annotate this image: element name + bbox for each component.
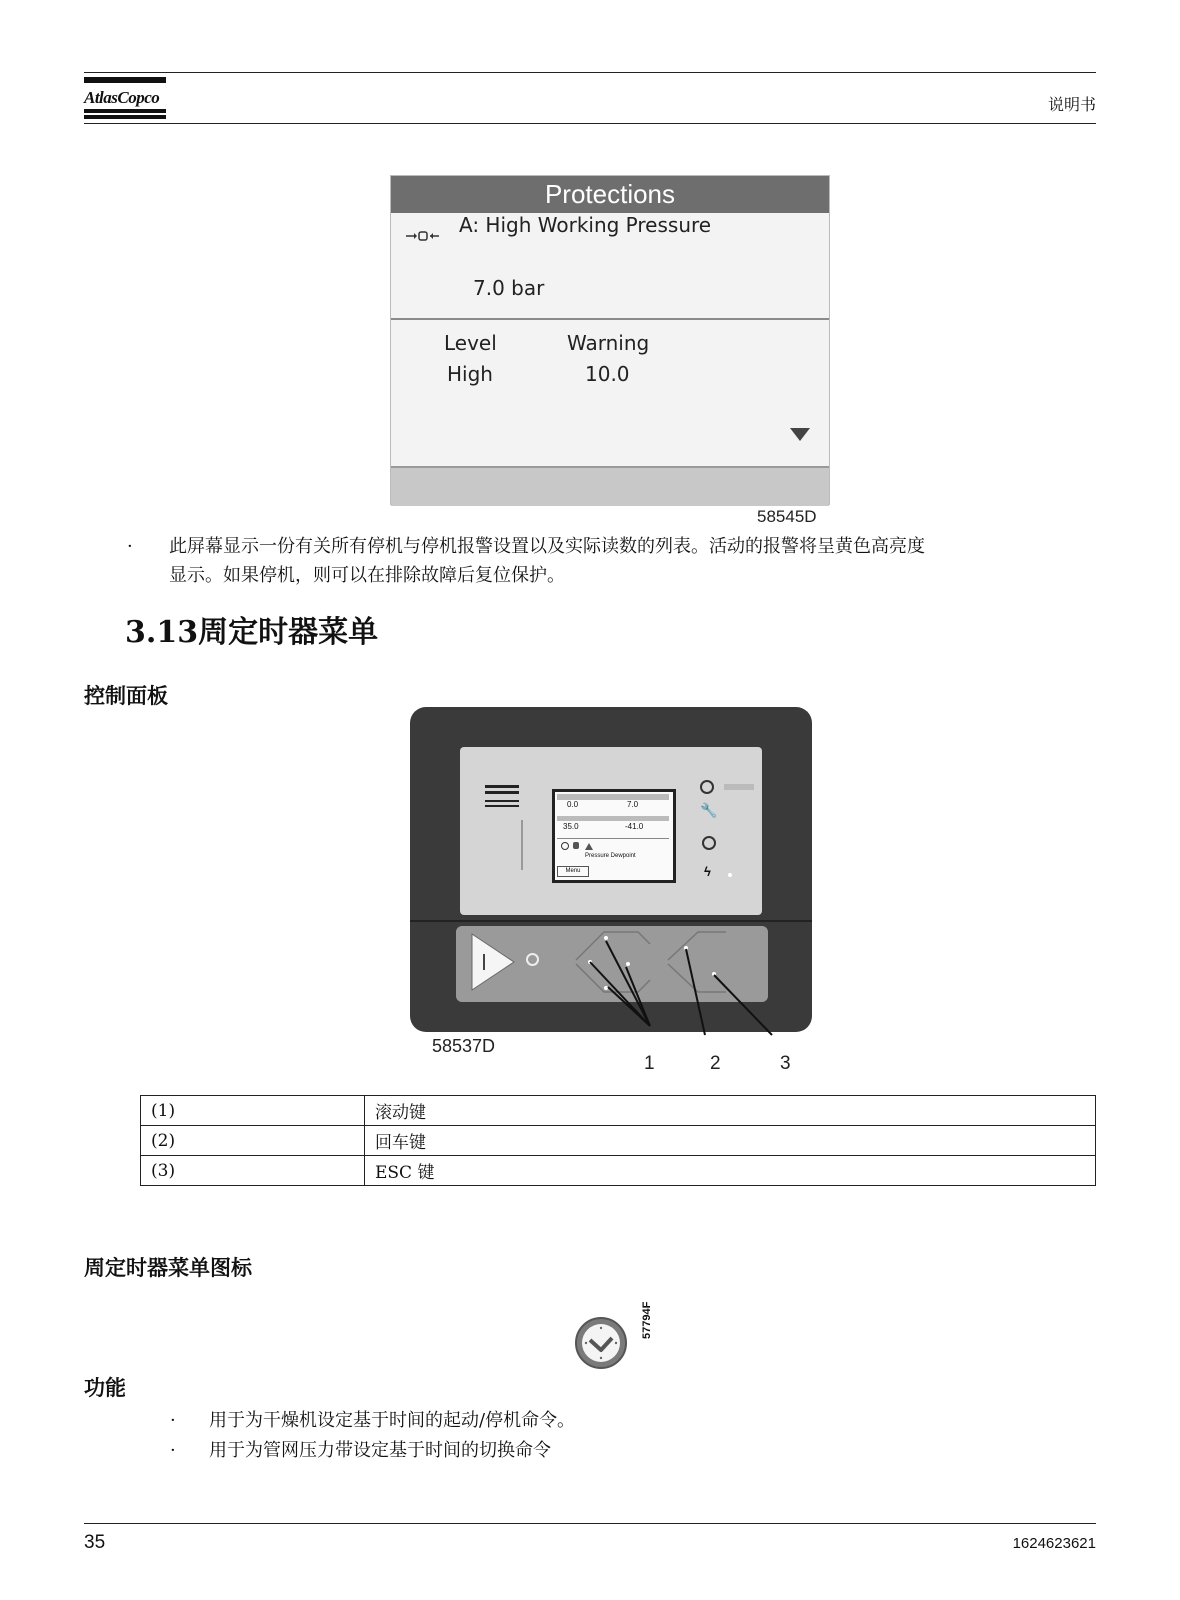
key-name: 回车键 bbox=[365, 1126, 1096, 1156]
function-heading: 功能 bbox=[84, 1375, 126, 1400]
protection-label: A: High Working Pressure bbox=[459, 213, 712, 237]
callout-3: 3 bbox=[780, 1053, 791, 1074]
footer-rule bbox=[84, 1523, 1096, 1524]
housing-split-line bbox=[410, 920, 812, 922]
auto-restart-icon bbox=[702, 836, 716, 850]
section-heading: 3.13周定时器菜单 bbox=[125, 615, 379, 650]
voltage-led bbox=[728, 873, 732, 877]
keys-table bbox=[140, 1095, 1096, 1186]
clock-icon bbox=[575, 1317, 627, 1369]
display-row-bar-2 bbox=[557, 816, 669, 821]
icon-section-heading: 周定时器菜单图标 bbox=[84, 1255, 252, 1280]
callout-2: 2 bbox=[710, 1053, 721, 1074]
pressure-reading: 7.0 bar bbox=[473, 276, 545, 300]
figure1-code: 58545D bbox=[757, 507, 817, 526]
callout-1: 1 bbox=[644, 1053, 655, 1074]
display-value-1b: 7.0 bbox=[627, 800, 639, 809]
logo-bar-bottom bbox=[84, 115, 166, 119]
controller-figure-code: 58537D bbox=[432, 1036, 496, 1056]
doc-type-label: 说明书 bbox=[1047, 95, 1096, 114]
document-number: 1624623621 bbox=[1012, 1535, 1096, 1552]
function-bullet-marker: · bbox=[170, 1440, 176, 1461]
header-top-rule bbox=[84, 72, 1096, 73]
power-led bbox=[724, 784, 754, 790]
display-value-2a: 35.0 bbox=[563, 822, 579, 831]
control-panel-heading: 控制面板 bbox=[84, 683, 168, 708]
display-value-1a: 0.0 bbox=[567, 800, 579, 809]
key-number: (1) bbox=[141, 1096, 365, 1126]
screen-title: Protections bbox=[391, 176, 829, 213]
logo-bar-mid bbox=[84, 109, 166, 113]
table-row bbox=[141, 1156, 1096, 1186]
mini-logo-bar-2 bbox=[485, 791, 519, 794]
controller-display bbox=[552, 789, 676, 883]
protections-screen-figure bbox=[390, 175, 830, 505]
header-bottom-rule bbox=[84, 123, 1096, 124]
display-status-text: Pressure Dewpoint bbox=[585, 853, 636, 859]
screen-footer-bar bbox=[391, 466, 829, 506]
power-status-icon bbox=[700, 780, 714, 794]
bullet-line-2: 显示。如果停机，则可以在排除故障后复位保护。 bbox=[169, 565, 565, 586]
pressure-icon bbox=[405, 229, 441, 243]
bullet-marker: · bbox=[127, 536, 133, 557]
function-bullet-marker: · bbox=[170, 1410, 176, 1431]
display-divider bbox=[557, 838, 669, 839]
display-status-icon-1 bbox=[561, 842, 569, 850]
function-item: 用于为干燥机设定基于时间的起动/停机命令。 bbox=[209, 1410, 576, 1431]
warning-value: 10.0 bbox=[585, 362, 630, 386]
scroll-down-triangle-icon bbox=[789, 426, 811, 442]
key-number: (2) bbox=[141, 1126, 365, 1156]
stop-button[interactable] bbox=[526, 953, 539, 966]
table-row bbox=[141, 1126, 1096, 1156]
service-wrench-icon: 🔧 bbox=[700, 802, 718, 818]
clock-hands bbox=[582, 1324, 620, 1362]
warning-header: Warning bbox=[567, 331, 650, 355]
brand-logo-text: AtlasCopco bbox=[84, 88, 160, 107]
mini-logo-bar-1 bbox=[485, 785, 519, 788]
bullet-line-1: 此屏幕显示一份有关所有停机与停机报警设置以及实际读数的列表。活动的报警将呈黄色高亮度 bbox=[169, 536, 925, 557]
start-button[interactable] bbox=[470, 930, 516, 994]
callout-lines bbox=[560, 935, 800, 1055]
level-value: High bbox=[447, 362, 493, 386]
icon-figure-code: 57794F bbox=[641, 1301, 653, 1339]
page-number: 35 bbox=[84, 1532, 106, 1553]
display-menu-button[interactable]: Menu bbox=[557, 866, 589, 877]
table-row bbox=[141, 1096, 1096, 1126]
clock-face bbox=[582, 1324, 620, 1362]
function-item: 用于为管网压力带设定基于时间的切换命令 bbox=[209, 1440, 551, 1461]
display-status-icon-2 bbox=[573, 842, 579, 849]
display-value-2b: -41.0 bbox=[625, 822, 644, 831]
display-status-icon-3 bbox=[585, 843, 593, 850]
screen-divider bbox=[391, 318, 829, 320]
mini-logo-bar-4 bbox=[485, 805, 519, 807]
voltage-icon: ϟ bbox=[704, 864, 711, 879]
mini-logo-bar-3 bbox=[485, 800, 519, 802]
logo-bar-top bbox=[84, 77, 166, 83]
key-name: 滚动键 bbox=[365, 1096, 1096, 1126]
key-name: ESC 键 bbox=[365, 1156, 1096, 1186]
key-number: (3) bbox=[141, 1156, 365, 1186]
level-header: Level bbox=[444, 331, 497, 355]
vertical-model-label bbox=[521, 820, 523, 870]
